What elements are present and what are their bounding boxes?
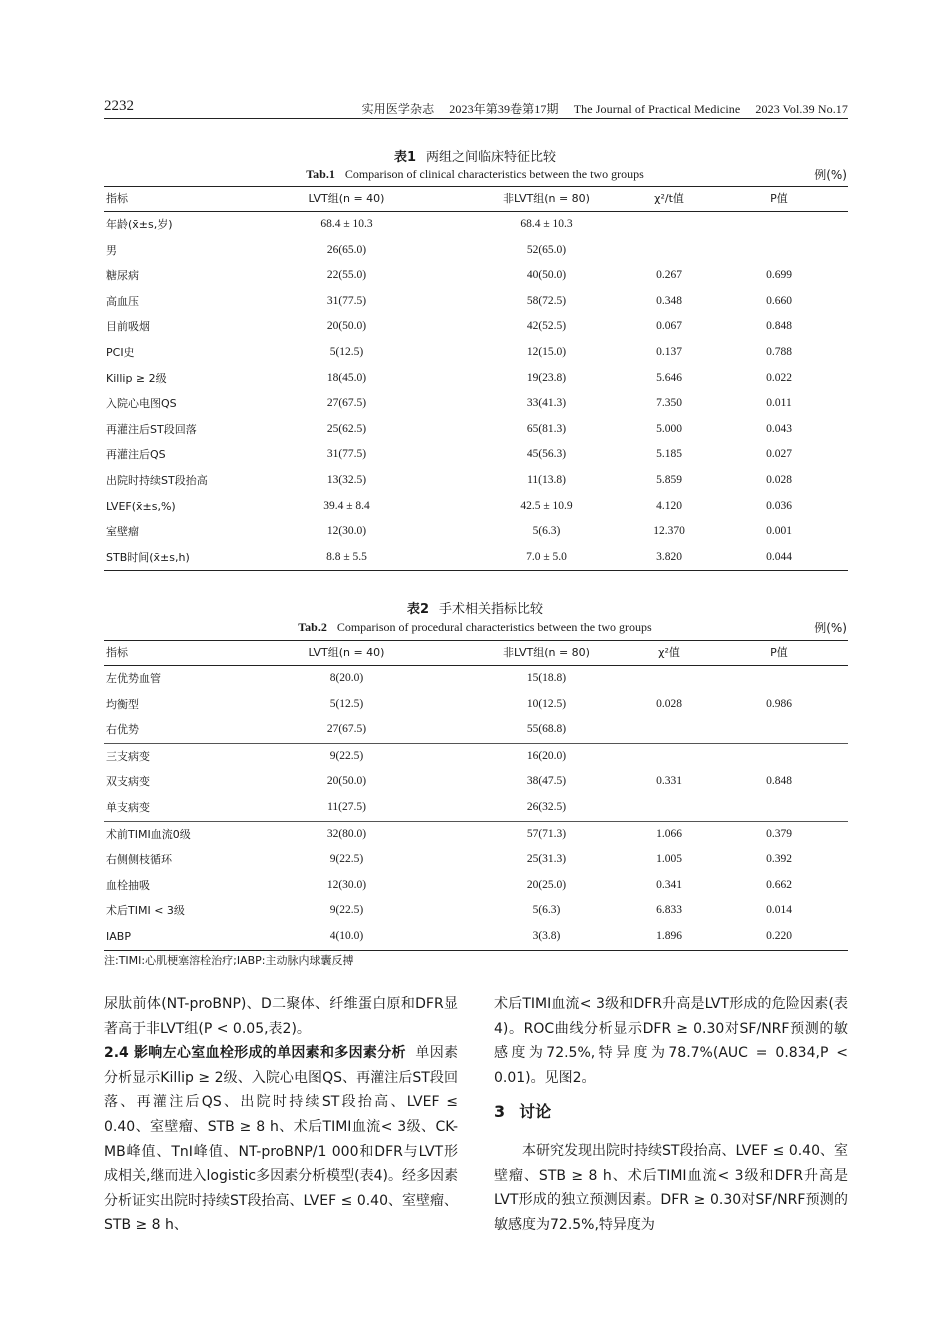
table-cell: 20(25.0) xyxy=(526,878,567,891)
table-cell: 0.027 xyxy=(766,448,792,461)
table-cell: 0.001 xyxy=(766,525,792,538)
table-cell: 高血压 xyxy=(106,294,139,308)
column-header: 非LVT组(n = 80) xyxy=(503,646,590,659)
table-cell: 1.005 xyxy=(656,853,682,866)
table-cell: 19(23.8) xyxy=(526,371,567,384)
table-cell: 3(3.8) xyxy=(532,929,561,942)
table-cell: 0.011 xyxy=(766,397,792,410)
table-cell: 68.4 ± 10.3 xyxy=(520,218,573,230)
table-cell: 12(15.0) xyxy=(526,345,567,358)
table-cell: 33(41.3) xyxy=(526,397,567,410)
group-chi-value: 0.028 xyxy=(656,697,682,710)
table-cell: 40(50.0) xyxy=(526,269,567,282)
table1-label-cn: 表1 xyxy=(393,150,417,165)
table1-caption-en xyxy=(0,167,950,182)
table-cell: 15(18.8) xyxy=(526,672,567,684)
table2-unit: 例(%) xyxy=(814,621,847,635)
table-cell: 1.066 xyxy=(656,827,682,840)
table-cell: 45(56.3) xyxy=(526,448,567,461)
table-cell: 13(32.5) xyxy=(326,473,367,486)
table-cell: 0.044 xyxy=(766,550,792,563)
table1-unit: 例(%) xyxy=(814,168,847,182)
table2-caption-cn xyxy=(0,598,950,617)
table-row xyxy=(104,340,848,366)
table-cell: 0.348 xyxy=(656,294,682,307)
table-cell: 65(81.3) xyxy=(526,422,567,435)
table-cell: 31(77.5) xyxy=(326,448,367,461)
table-cell: PCI史 xyxy=(106,345,135,359)
issue-en: 2023 Vol.39 No.17 xyxy=(755,102,848,116)
table-cell: 26(65.0) xyxy=(326,243,367,256)
subsection-heading: 2.4 影响左心室血栓形成的单因素和多因素分析 xyxy=(104,1045,406,1062)
table-row xyxy=(104,666,848,692)
table-row xyxy=(104,468,848,494)
table-row xyxy=(104,519,848,545)
table-cell: 27(67.5) xyxy=(326,397,367,410)
table-row xyxy=(104,417,848,443)
table-cell: 目前吸烟 xyxy=(106,320,150,334)
header-rule xyxy=(104,118,848,119)
table-cell: 0.788 xyxy=(766,345,792,358)
group-p-value: 0.848 xyxy=(766,775,792,788)
column-header: 指标 xyxy=(106,192,128,205)
table-cell: 0.699 xyxy=(766,269,792,282)
table-header-row xyxy=(104,641,848,666)
table-cell: 术后TIMI < 3级 xyxy=(106,904,185,918)
table2-label-en: Tab.2 xyxy=(298,620,327,634)
table-row xyxy=(104,238,848,264)
table-cell: 5.185 xyxy=(656,448,682,461)
table-cell: 58(72.5) xyxy=(526,294,567,307)
table-cell: 18(45.0) xyxy=(326,371,367,384)
table-header-row xyxy=(104,187,848,212)
section-title: 讨论 xyxy=(519,1102,552,1122)
table-cell: IABP xyxy=(106,929,131,943)
table-cell: 5.859 xyxy=(656,473,682,486)
table2-caption-en xyxy=(0,620,950,635)
table-cell: 6.833 xyxy=(656,904,682,917)
body-right-column xyxy=(494,992,848,1237)
table-cell: 5(12.5) xyxy=(329,697,364,710)
table-cell: 0.392 xyxy=(766,853,792,866)
table-row-group xyxy=(104,666,848,743)
table-row xyxy=(104,924,848,950)
table-cell: 38(47.5) xyxy=(526,775,567,788)
table-cell: 52(65.0) xyxy=(526,243,567,256)
table-row xyxy=(104,391,848,417)
table-cell: 0.137 xyxy=(656,345,682,358)
column-header: P值 xyxy=(770,192,788,205)
table-cell: LVEF(x̄±s,%) xyxy=(106,499,176,513)
table-cell: 12(30.0) xyxy=(326,525,367,538)
journal-info xyxy=(350,100,848,117)
table-cell: 3.820 xyxy=(656,550,682,563)
table-cell: 8(20.0) xyxy=(329,672,364,684)
table-cell: 0.014 xyxy=(766,904,792,917)
column-header: LVT组(n = 40) xyxy=(308,646,385,659)
table-row xyxy=(104,873,848,899)
table-cell: 三支病变 xyxy=(106,749,150,763)
table-cell: 5.000 xyxy=(656,422,682,435)
table-cell: 11(27.5) xyxy=(327,800,366,813)
table-cell: 双支病变 xyxy=(106,775,150,789)
table-row xyxy=(104,314,848,340)
paragraph: 本研究发现出院时持续ST段抬高、LVEF ≤ 0.40、室壁瘤、STB ≥ 8 h、术后TIMI血流< 3级和DFR升高是LVT形成的独立预测因素。DFR ≥ 0.30对SF/NRF预测的敏感度为72.5%,特异度为 xyxy=(494,1142,848,1233)
table-cell: 再灌注后QS xyxy=(106,448,166,462)
table-row xyxy=(104,212,848,238)
table-row xyxy=(104,263,848,289)
table-row xyxy=(104,289,848,315)
table-row-group xyxy=(104,743,848,821)
table-cell: 4(10.0) xyxy=(329,929,364,942)
table-cell: 42.5 ± 10.9 xyxy=(520,499,573,512)
table-cell: 入院心电图QS xyxy=(106,397,177,411)
table-cell: 39.4 ± 8.4 xyxy=(323,499,370,512)
group-p-value: 0.986 xyxy=(766,697,792,710)
table-cell: 9(22.5) xyxy=(329,904,364,917)
table-cell: 男 xyxy=(106,243,117,257)
table-cell: 5.646 xyxy=(656,371,682,384)
journal-name-en: The Journal of Practical Medicine xyxy=(573,102,741,116)
table-cell: 0.341 xyxy=(656,878,682,891)
table-cell: 42(52.5) xyxy=(526,320,567,333)
table-cell: 0.043 xyxy=(766,422,792,435)
table-cell: 4.120 xyxy=(656,499,682,512)
table-cell: 室壁瘤 xyxy=(106,525,139,539)
table-cell: 0.220 xyxy=(766,929,792,942)
table-cell: 20(50.0) xyxy=(326,775,367,788)
table-row xyxy=(104,494,848,520)
table-cell: 0.067 xyxy=(656,320,682,333)
table-cell: 0.267 xyxy=(656,269,682,282)
table-row xyxy=(104,717,848,743)
table-cell: 均衡型 xyxy=(106,697,139,711)
table1-label-en: Tab.1 xyxy=(306,167,335,181)
section-heading xyxy=(494,1100,848,1125)
table-cell: 糖尿病 xyxy=(106,269,139,283)
table-row xyxy=(104,442,848,468)
table1-title-cn: 两组之间临床特征比较 xyxy=(426,150,557,165)
paragraph xyxy=(104,1041,458,1238)
paragraph-text: 单因素分析显示Killip ≥ 2级、入院心电图QS、再灌注后ST段回落、再灌注后QS、出院时持续ST段抬高、LVEF ≤ 0.40、室壁瘤、STB ≥ 8 h、术后TIMI血流< 3级、CK-MB峰值、TnI峰值、NT-proBNP/1 000和DFR与LVT形成相关,继而进入logistic多因素分析模型(表4)。经多因素分析证实出院时持续ST段抬高、LVEF ≤ 0.40、室壁瘤、STB ≥ 8 h、 xyxy=(104,1045,459,1234)
table1 xyxy=(104,186,848,571)
section-number: 3 xyxy=(494,1102,506,1122)
table1-title-en: Comparison of clinical characteristics between the two groups xyxy=(344,167,644,181)
group-chi-value: 0.331 xyxy=(656,775,682,788)
table-row xyxy=(104,847,848,873)
table-cell: 术前TIMI血流0级 xyxy=(106,827,191,841)
table-cell: 22(55.0) xyxy=(326,269,367,282)
table-cell: 5(6.3) xyxy=(532,525,561,538)
table-row xyxy=(104,795,848,821)
table-row xyxy=(104,898,848,924)
table-cell: 57(71.3) xyxy=(526,827,567,840)
table-row xyxy=(104,366,848,392)
table-cell: 0.662 xyxy=(766,878,792,891)
page-number: 2232 xyxy=(104,98,134,114)
running-header xyxy=(104,98,848,120)
table2-note: 注:TIMI:心肌梗塞溶栓治疗;IABP:主动脉内球囊反搏 xyxy=(104,954,354,967)
paragraph: 尿肽前体(NT-proBNP)、D二聚体、纤维蛋白原和DFR显著高于非LVT组(P < 0.05,表2)。 xyxy=(104,996,458,1037)
table-cell: 16(20.0) xyxy=(526,749,567,762)
table-cell: 5(12.5) xyxy=(329,345,364,358)
column-header: 非LVT组(n = 80) xyxy=(503,192,590,205)
table2-title-cn: 手术相关指标比较 xyxy=(439,602,544,617)
table-cell: 0.660 xyxy=(766,294,792,307)
table-cell: 68.4 ± 10.3 xyxy=(320,218,373,230)
table-row xyxy=(104,545,848,571)
table-cell: 9(22.5) xyxy=(329,853,364,866)
table-cell: STB时间(x̄±s,h) xyxy=(106,550,190,564)
table-cell: 1.896 xyxy=(656,929,682,942)
table-cell: 0.848 xyxy=(766,320,792,333)
table2 xyxy=(104,640,848,951)
table-cell: 0.022 xyxy=(766,371,792,384)
table-cell: 9(22.5) xyxy=(329,749,364,762)
table-cell: 20(50.0) xyxy=(326,320,367,333)
table2-label-cn: 表2 xyxy=(406,602,430,617)
table-cell: 右优势 xyxy=(106,723,139,737)
table2-title-en: Comparison of procedural characteristics between the two groups xyxy=(336,620,652,634)
table-cell: 11(13.8) xyxy=(527,473,566,486)
column-header: 指标 xyxy=(106,646,128,659)
journal-name-cn: 实用医学杂志 xyxy=(361,102,435,116)
table-cell: 8.8 ± 5.5 xyxy=(326,550,367,563)
body-left-column xyxy=(104,992,458,1238)
table-cell: 32(80.0) xyxy=(326,827,367,840)
table-cell: 左优势血管 xyxy=(106,672,161,685)
table-cell: 单支病变 xyxy=(106,800,150,814)
table-cell: 右侧侧枝循环 xyxy=(106,853,172,867)
table-cell: 12.370 xyxy=(653,525,685,538)
table-cell: 5(6.3) xyxy=(532,904,561,917)
table-cell: 31(77.5) xyxy=(326,294,367,307)
table-cell: 25(31.3) xyxy=(526,853,567,866)
table-cell: 7.350 xyxy=(656,397,682,410)
paragraph: 术后TIMI血流< 3级和DFR升高是LVT形成的危险因素(表4)。ROC曲线分析显示DFR ≥ 0.30对SF/NRF预测的敏感度为72.5%,特异度为78.7%(AUC = 0.834,P < 0.01)。见图2。 xyxy=(494,996,848,1086)
column-header: P值 xyxy=(770,646,788,659)
column-header: LVT组(n = 40) xyxy=(308,192,385,205)
table-row xyxy=(104,744,848,770)
table1-caption-cn xyxy=(0,146,950,165)
table-cell: 26(32.5) xyxy=(526,800,567,813)
issue-cn: 2023年第39卷第17期 xyxy=(449,102,559,116)
table-cell: 7.0 ± 5.0 xyxy=(526,550,567,563)
table-cell: 25(62.5) xyxy=(326,422,367,435)
table-cell: 再灌注后ST段回落 xyxy=(106,422,197,436)
table-cell: 55(68.8) xyxy=(526,723,567,736)
table-cell: 年龄(x̄±s,岁) xyxy=(106,218,173,231)
table-cell: 0.028 xyxy=(766,473,792,486)
table-cell: Killip ≥ 2级 xyxy=(106,371,167,385)
table-row xyxy=(104,821,848,848)
table-cell: 12(30.0) xyxy=(326,878,367,891)
column-header: χ²值 xyxy=(658,646,680,659)
table-cell: 血栓抽吸 xyxy=(106,878,150,892)
column-header: χ²/t值 xyxy=(654,192,684,205)
table-cell: 0.036 xyxy=(766,499,792,512)
table-cell: 0.379 xyxy=(766,827,792,840)
table-cell: 27(67.5) xyxy=(326,723,367,736)
table-cell: 出院时持续ST段抬高 xyxy=(106,473,208,487)
table-cell: 10(12.5) xyxy=(526,697,567,710)
